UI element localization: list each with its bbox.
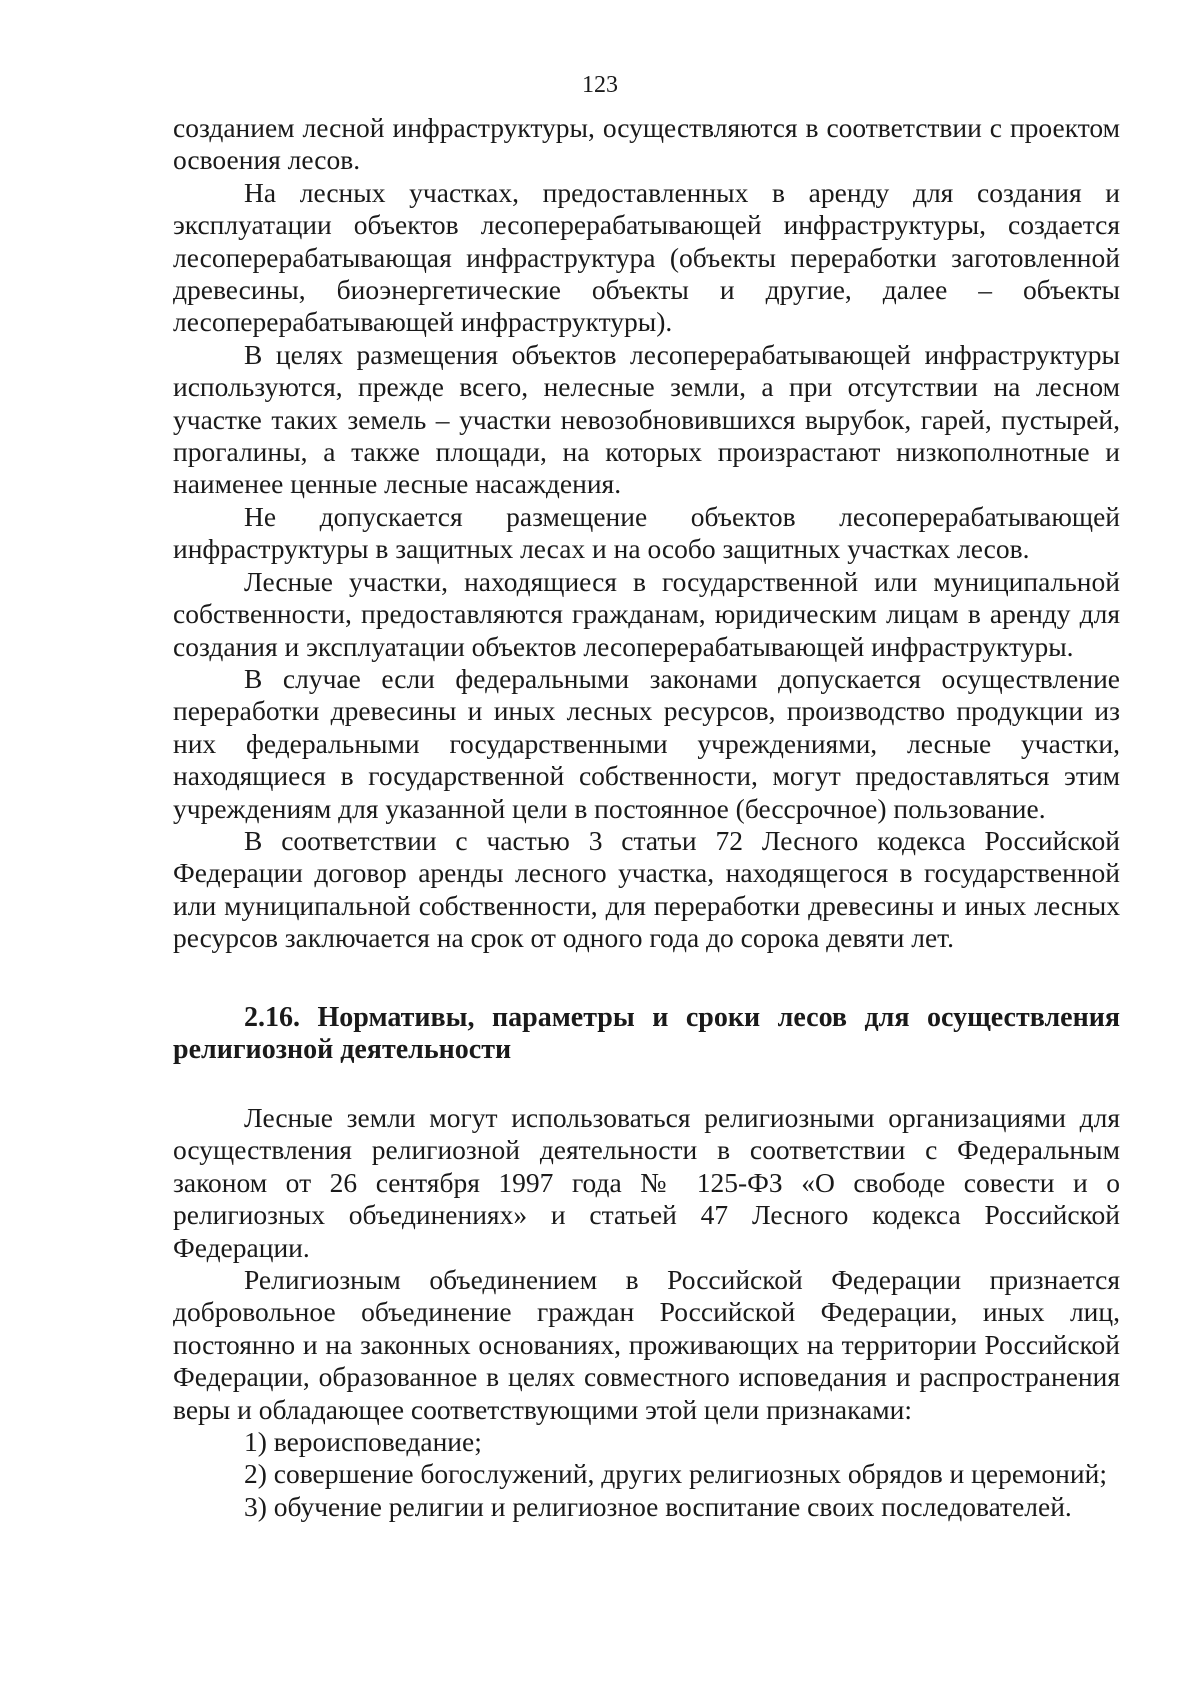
list-item: 2) совершение богослужений, других религиозных обрядов и церемоний; <box>244 1458 1107 1490</box>
section-heading: 2.16. Нормативы, параметры и сроки лесов для осуществления религиозной деятельности <box>173 1002 1120 1066</box>
page-number: 123 <box>582 72 618 98</box>
list-item: 3) обучение религии и религиозное воспитание своих последователей. <box>244 1490 1072 1522</box>
paragraph-continuation: созданием лесной инфраструктуры, осуществляются в соответствии с проектом освоения лесов. <box>173 112 1120 176</box>
body-text-top <box>173 112 1120 955</box>
body-text-section <box>173 1102 1120 1523</box>
paragraph: В случае если федеральными законами допускается осуществление переработки древесины и иных лесных ресурсов, производство продукции из них федеральными государственными учреждениями, лесные участки, находящиеся в государственной собственности, могут предоставляться этим учреждениям для указанной цели в постоянное (бессрочное) пользование. <box>173 662 1120 824</box>
paragraph: Религиозным объединением в Российской Федерации признается добровольное объединение граждан Российской Федерации, иных лиц, постоянно и на законных основаниях, проживающих на территории Российской Федерации, образованное в целях совместного исповедания и распространения веры и обладающее соответствующими этой цели признаками: <box>173 1264 1120 1425</box>
paragraph: На лесных участках, предоставленных в аренду для создания и эксплуатации объектов лесоперерабатывающей инфраструктуры, создается лесоперерабатывающая инфраструктура (объекты переработки заготовленной древесины, биоэнергетические объекты и другие, далее – объекты лесоперерабатывающей инфраструктуры). <box>173 176 1120 338</box>
paragraph: В соответствии с частью 3 статьи 72 Лесного кодекса Российской Федерации договор аренды лесного участка, находящегося в государственной или муниципальной собственности, для переработки древесины и иных лесных ресурсов заключается на срок от одного года до сорока девяти лет. <box>173 824 1120 954</box>
paragraph: Лесные участки, находящиеся в государственной или муниципальной собственности, предоставляются гражданам, юридическим лицам в аренду для создания и эксплуатации объектов лесоперерабатывающей инфраструктуры. <box>173 565 1120 662</box>
list-item: 1) вероисповедание; <box>244 1426 482 1458</box>
paragraph: Не допускается размещение объектов лесоперерабатывающей инфраструктуры в защитных лесах и на особо защитных участках лесов. <box>173 500 1120 565</box>
paragraph: В целях размещения объектов лесоперерабатывающей инфраструктуры используются, прежде всего, нелесные земли, а при отсутствии на лесном участке таких земель – участки невозобновившихся вырубок, гарей, пустырей, прогалины, а также площади, на которых произрастают низкополнотные и наименее ценные лесные насаждения. <box>173 338 1120 500</box>
paragraph: Лесные земли могут использоваться религиозными организациями для осуществления религиозной деятельности в соответствии с Федеральным законом от 26 сентября 1997 года № 125-ФЗ «О свободе совести и о религиозных объединениях» и статьей 47 Лесного кодекса Российской Федерации. <box>173 1102 1120 1263</box>
